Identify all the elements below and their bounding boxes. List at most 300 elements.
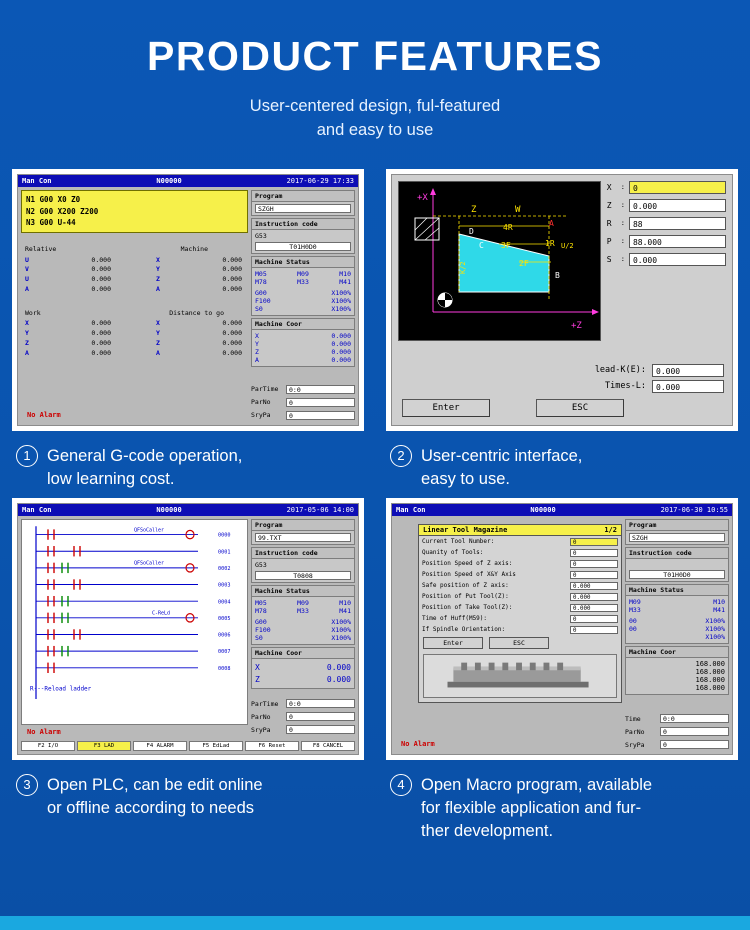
feature-number-3: 3 bbox=[16, 774, 38, 796]
row-label: Quanity of Tools: bbox=[422, 549, 484, 557]
cnc1-srypa-label: SryPa bbox=[251, 411, 271, 420]
list-item[interactable] bbox=[419, 536, 621, 547]
cnc2-lead-input[interactable]: 0.000 bbox=[652, 364, 724, 377]
m-code: M78 bbox=[255, 607, 267, 616]
axis-value: 0.000 bbox=[222, 265, 242, 274]
cnc1-instruction-code: G53 bbox=[255, 231, 267, 240]
mode-pct: X100% bbox=[331, 618, 351, 627]
row-label: Safe position of Z axis: bbox=[422, 582, 509, 590]
cnc4-coord-panel bbox=[625, 646, 729, 695]
feature-text-1-line2: low learning cost. bbox=[47, 469, 175, 488]
axis-value: 0.000 bbox=[222, 338, 242, 347]
cnc1-program-value: SZGH bbox=[255, 204, 351, 213]
svg-text:0000: 0000 bbox=[218, 533, 231, 540]
table-row bbox=[255, 618, 351, 626]
cnc4-program-number: N00000 bbox=[530, 506, 556, 515]
fn-key-f5[interactable]: F5 EdLad bbox=[189, 741, 243, 751]
cnc1-distance-label: Distance to go bbox=[169, 308, 224, 317]
feature-text-4-line2: for flexible application and fur- bbox=[421, 799, 642, 818]
axis-value: 0.000 bbox=[91, 329, 111, 338]
axis-value: 0.000 bbox=[91, 319, 111, 328]
tool-magazine-esc-button[interactable]: ESC bbox=[489, 637, 549, 649]
cnc1-work-distance-block bbox=[21, 309, 248, 359]
cnc1-alarm-status: No Alarm bbox=[27, 410, 61, 419]
cnc1-relative-label: Relative bbox=[25, 244, 57, 253]
row-input[interactable]: 0 bbox=[570, 549, 618, 557]
axis-value: 0.000 bbox=[91, 255, 111, 264]
cnc2-input-p[interactable]: 88.000 bbox=[629, 235, 726, 248]
feature-cell-3 bbox=[12, 498, 364, 842]
axis-value: 0.000 bbox=[326, 675, 351, 685]
row-label: If Spindle Orientation: bbox=[422, 626, 506, 634]
svg-text:0006: 0006 bbox=[218, 632, 231, 640]
fn-key-f6[interactable]: F6 Reset bbox=[245, 741, 299, 751]
axis-label: Z bbox=[255, 347, 259, 356]
axis-label: V bbox=[25, 265, 29, 274]
table-row: 168.000 bbox=[695, 668, 725, 677]
mode-code: S0 bbox=[255, 634, 263, 643]
mode-code: S0 bbox=[255, 304, 263, 313]
svg-text:+Z: +Z bbox=[571, 320, 582, 331]
list-item[interactable] bbox=[419, 569, 621, 580]
table-row bbox=[255, 340, 351, 348]
cnc2-lead-row[interactable] bbox=[400, 364, 724, 377]
svg-text:4R: 4R bbox=[503, 222, 513, 232]
table-row bbox=[629, 617, 725, 625]
cnc1-status-label: Machine Status bbox=[252, 257, 354, 268]
cnc4-titlebar bbox=[392, 504, 732, 516]
screenshot-3 bbox=[12, 498, 364, 760]
cnc3-coord-panel bbox=[251, 647, 355, 689]
table-row bbox=[156, 265, 242, 275]
cnc1-coord-label: Machine Coor bbox=[252, 319, 354, 330]
table-row bbox=[156, 319, 242, 329]
axis-label: A bbox=[25, 284, 29, 293]
list-item[interactable] bbox=[419, 558, 621, 569]
list-item[interactable] bbox=[419, 624, 621, 635]
row-input[interactable]: 0 bbox=[570, 615, 618, 623]
tool-magazine-enter-button[interactable]: Enter bbox=[423, 637, 483, 649]
mode-pct: X100% bbox=[331, 304, 351, 313]
table-row: 168.000 bbox=[695, 660, 725, 669]
fn-key-f8[interactable]: F8 CANCEL bbox=[301, 741, 355, 751]
tool-magazine-photo-svg bbox=[424, 655, 616, 697]
fn-key-f3[interactable]: F3 LAD bbox=[77, 741, 131, 751]
cnc4-srypa-value: 0 bbox=[660, 740, 729, 749]
svg-text:B: B bbox=[555, 270, 560, 280]
feature-text-1-line1: General G-code operation, bbox=[47, 446, 243, 465]
feature-text-2-line2: easy to use. bbox=[421, 469, 510, 488]
table-row bbox=[156, 349, 242, 359]
tool-magazine-page: 1/2 bbox=[604, 526, 617, 535]
cnc2-parameter-fields bbox=[607, 181, 726, 271]
cnc3-alarm-status: No Alarm bbox=[27, 728, 61, 737]
m-code: M10 bbox=[339, 269, 351, 278]
svg-text:0003: 0003 bbox=[218, 583, 231, 590]
cnc3-ladder-diagram[interactable] bbox=[21, 519, 248, 725]
row-input[interactable]: 0 bbox=[570, 626, 618, 634]
table-row bbox=[25, 275, 111, 285]
cnc2-label-r: R bbox=[606, 218, 612, 228]
cnc1-parttime-value: 0:0 bbox=[286, 385, 355, 394]
cnc2-times-label: Times-L: bbox=[605, 381, 646, 392]
row-input[interactable]: 0 bbox=[570, 538, 618, 546]
list-item[interactable] bbox=[419, 591, 621, 602]
svg-text:3F: 3F bbox=[501, 240, 511, 250]
cnc2-field-z[interactable]: Z : 0.000 bbox=[607, 199, 726, 212]
cnc2-input-r[interactable]: 88 bbox=[629, 217, 726, 230]
cnc3-datetime: 2017-05-06 14:00 bbox=[286, 506, 354, 515]
feature-number-2: 2 bbox=[390, 445, 412, 467]
cnc1-machine-label: Machine bbox=[180, 244, 208, 253]
mode-code: 00 bbox=[629, 625, 637, 634]
svg-text:C: C bbox=[479, 240, 484, 250]
cnc1-instruction-panel bbox=[251, 218, 355, 254]
mode-code: 00 bbox=[629, 617, 637, 626]
table-row bbox=[255, 663, 351, 672]
table-row bbox=[25, 256, 111, 266]
axis-value: 0.000 bbox=[91, 348, 111, 357]
cnc1-parttime-row bbox=[251, 385, 355, 394]
feature-text-4-line1: Open Macro program, available bbox=[421, 776, 653, 795]
page-subtitle-line1: User-centered design, ful-featured bbox=[249, 97, 501, 116]
feature-number-1: 1 bbox=[16, 445, 38, 467]
cnc1-coord-panel bbox=[251, 318, 355, 367]
fn-key-f2[interactable]: F2 I/O bbox=[21, 741, 75, 751]
screenshot-1 bbox=[12, 169, 364, 431]
table-row bbox=[25, 319, 111, 329]
axis-label: Y bbox=[156, 265, 160, 274]
m-code: M05 bbox=[255, 269, 267, 278]
list-item[interactable] bbox=[419, 580, 621, 591]
cnc4-side-panel bbox=[625, 519, 729, 751]
feature-caption-3 bbox=[12, 760, 364, 820]
table-row bbox=[25, 329, 111, 339]
cnc3-srypa-label: SryPa bbox=[251, 725, 271, 734]
cnc4-program-panel bbox=[625, 519, 729, 545]
table-row bbox=[255, 675, 351, 684]
cnc3-function-key-bar bbox=[18, 739, 358, 754]
cnc4-mode-label: Man Con bbox=[396, 506, 426, 515]
table-row bbox=[25, 265, 111, 275]
screenshot-2 bbox=[386, 169, 738, 431]
mode-pct: X100% bbox=[705, 633, 725, 642]
feature-text-3-line1: Open PLC, can be edit online bbox=[47, 776, 263, 795]
cnc4-partno-value: 0 bbox=[660, 727, 729, 736]
svg-text:0007: 0007 bbox=[218, 649, 231, 656]
feature-cell-4 bbox=[386, 498, 738, 842]
cnc4-program-label: Program bbox=[626, 520, 728, 531]
row-label: Time of Huff(M59): bbox=[422, 615, 488, 623]
cnc1-program-label: Program bbox=[252, 191, 354, 202]
cnc2-input-x[interactable]: 0 bbox=[629, 181, 726, 194]
cnc2-label-x: X bbox=[606, 182, 612, 192]
cnc3-program-number: N00000 bbox=[156, 506, 182, 515]
table-row bbox=[156, 339, 242, 349]
tool-magazine-titlebar bbox=[419, 525, 621, 536]
svg-text:QFSoCaller: QFSoCaller bbox=[134, 527, 165, 534]
cnc-screen-3 bbox=[17, 503, 359, 755]
ladder-svg bbox=[22, 520, 247, 724]
cnc2-input-z[interactable]: 0.000 bbox=[629, 199, 726, 212]
cnc2-input-s[interactable]: 0.000 bbox=[629, 253, 726, 266]
feature-caption-2 bbox=[386, 431, 738, 491]
table-row bbox=[25, 285, 111, 295]
m-code: M05 bbox=[255, 599, 267, 608]
feature-text-3-line2: or offline according to needs bbox=[47, 799, 254, 818]
svg-text:0002: 0002 bbox=[218, 566, 231, 573]
feature-text-2-line1: User-centric interface, bbox=[421, 446, 583, 465]
page-subtitle-line2: and easy to use bbox=[316, 121, 434, 140]
feature-cell-2 bbox=[386, 169, 738, 491]
svg-text:0005: 0005 bbox=[218, 616, 231, 623]
table-row: 168.000 bbox=[695, 676, 725, 685]
cnc4-srypa-label: SryPa bbox=[625, 740, 645, 749]
cnc3-parttime-row bbox=[251, 699, 355, 708]
m-code: M33 bbox=[297, 607, 309, 616]
row-label: Position of Take Tool(Z): bbox=[422, 604, 513, 612]
svg-text:K/2: K/2 bbox=[459, 261, 467, 274]
cnc1-partno-value: 0 bbox=[286, 398, 355, 407]
table-row bbox=[255, 607, 351, 615]
cnc-screen-2 bbox=[391, 174, 733, 426]
cnc3-instruction-panel bbox=[251, 547, 355, 583]
axis-label: X bbox=[255, 663, 260, 673]
m-code: M78 bbox=[255, 277, 267, 286]
cnc1-work-label: Work bbox=[25, 308, 41, 317]
row-input[interactable]: 0.000 bbox=[570, 593, 618, 601]
m-code: M09 bbox=[297, 269, 309, 278]
row-input[interactable]: 0 bbox=[570, 560, 618, 568]
axis-value: 0.000 bbox=[222, 284, 242, 293]
cnc3-parttime-label: ParTime bbox=[251, 699, 279, 708]
axis-label: X bbox=[156, 255, 160, 264]
row-label: Position of Put Tool(Z): bbox=[422, 593, 509, 601]
cnc2-enter-button[interactable]: Enter bbox=[402, 399, 490, 417]
cnc1-program-number: N00000 bbox=[156, 176, 182, 185]
screenshot-4 bbox=[386, 498, 738, 760]
axis-label: Z bbox=[25, 338, 29, 347]
tool-magazine-photo bbox=[423, 654, 617, 698]
table-row bbox=[255, 599, 351, 607]
cnc1-titlebar bbox=[18, 175, 358, 187]
cnc1-srypa-value: 0 bbox=[286, 411, 355, 420]
cnc3-tool-code: T0808 bbox=[255, 571, 351, 580]
cnc3-status-label: Machine Status bbox=[252, 586, 354, 597]
axis-value: 0.000 bbox=[222, 255, 242, 264]
axis-value: 0.000 bbox=[222, 348, 242, 357]
cnc2-label-s: S bbox=[606, 254, 612, 264]
thread-diagram-svg bbox=[399, 182, 601, 341]
axis-value: 0.000 bbox=[331, 355, 351, 364]
feature-caption-1 bbox=[12, 431, 364, 491]
svg-text:D: D bbox=[469, 226, 474, 236]
cnc1-gcode-block[interactable] bbox=[21, 190, 248, 233]
table-row: 168.000 bbox=[695, 684, 725, 693]
axis-label: X bbox=[156, 319, 160, 328]
cnc2-esc-button[interactable]: ESC bbox=[536, 399, 624, 417]
svg-text:U/2: U/2 bbox=[561, 241, 574, 250]
row-input[interactable]: 0.000 bbox=[570, 582, 618, 590]
table-row bbox=[156, 329, 242, 339]
axis-label: A bbox=[255, 355, 259, 364]
axis-value: 0.000 bbox=[331, 347, 351, 356]
cnc4-instruction-code bbox=[629, 561, 725, 568]
m-code: M10 bbox=[713, 598, 725, 607]
cnc3-side-panel bbox=[251, 519, 355, 736]
axis-label: X bbox=[255, 331, 259, 340]
cnc3-srypa-value: 0 bbox=[286, 725, 355, 734]
mode-pct: X100% bbox=[331, 296, 351, 305]
feature-number-4: 4 bbox=[390, 774, 412, 796]
cnc2-field-x[interactable]: X : 0 bbox=[607, 181, 726, 194]
row-label: Position Speed of Z axis: bbox=[422, 560, 513, 568]
feature-text-4-line3: ther development. bbox=[421, 822, 554, 840]
cnc4-srypa-row bbox=[625, 740, 729, 749]
axis-value: 0.000 bbox=[222, 275, 242, 284]
cnc4-parttime-row bbox=[625, 714, 729, 723]
feature-cell-1 bbox=[12, 169, 364, 491]
table-row bbox=[255, 348, 351, 356]
axis-label: A bbox=[25, 348, 29, 357]
cnc4-parttime-value: 0:0 bbox=[660, 714, 729, 723]
axis-label: Z bbox=[156, 338, 160, 347]
cnc1-side-panel bbox=[251, 190, 355, 422]
cnc-screen-4 bbox=[391, 503, 733, 755]
list-item[interactable] bbox=[419, 613, 621, 624]
svg-text:C-ReLd: C-ReLd bbox=[152, 611, 171, 618]
axis-value: 0.000 bbox=[222, 329, 242, 338]
fn-key-f4[interactable]: F4 ALARM bbox=[133, 741, 187, 751]
cnc2-label-z: Z bbox=[606, 200, 612, 210]
row-input[interactable]: 0 bbox=[570, 571, 618, 579]
mode-code: F100 bbox=[255, 296, 271, 305]
cnc3-partno-value: 0 bbox=[286, 712, 355, 721]
cnc4-instruction-panel bbox=[625, 547, 729, 582]
cnc3-mode-label: Man Con bbox=[22, 506, 52, 515]
cnc4-partno-label: ParNo bbox=[625, 727, 645, 736]
cnc4-datetime: 2017-06-30 10:55 bbox=[660, 506, 728, 515]
table-row bbox=[25, 349, 111, 359]
svg-text:W: W bbox=[515, 204, 521, 215]
cnc2-times-input[interactable]: 0.000 bbox=[652, 380, 724, 393]
svg-text:0001: 0001 bbox=[218, 549, 231, 556]
cnc1-datetime: 2017-06-29 17:33 bbox=[286, 176, 354, 185]
svg-text:R---Reload ladder: R---Reload ladder bbox=[30, 686, 92, 694]
svg-text:0004: 0004 bbox=[218, 599, 231, 606]
cnc3-program-label: Program bbox=[252, 520, 354, 531]
table-row bbox=[156, 275, 242, 285]
cnc1-gcode-line-1: N1 G00 X0 Z0 bbox=[26, 194, 81, 204]
page-header bbox=[0, 0, 750, 143]
table-row bbox=[255, 289, 351, 297]
axis-value: 0.000 bbox=[91, 338, 111, 347]
axis-value: 0.000 bbox=[91, 275, 111, 284]
table-row bbox=[255, 278, 351, 286]
cnc4-instruction-label: Instruction code bbox=[626, 548, 728, 559]
axis-value: 0.000 bbox=[326, 663, 351, 673]
page-subtitle bbox=[0, 95, 750, 143]
axis-label: Y bbox=[255, 339, 259, 348]
axis-value: 0.000 bbox=[91, 284, 111, 293]
cnc4-tool-code: T01H0D0 bbox=[629, 570, 725, 579]
cnc2-field-r[interactable]: R : 88 bbox=[607, 217, 726, 230]
cnc3-titlebar bbox=[18, 504, 358, 516]
table-row bbox=[255, 270, 351, 278]
mode-pct: X100% bbox=[331, 634, 351, 643]
cnc1-relative-machine-block bbox=[21, 245, 248, 295]
axis-value: 0.000 bbox=[331, 331, 351, 340]
cnc4-partno-row bbox=[625, 727, 729, 736]
cnc1-partno-row bbox=[251, 398, 355, 407]
cnc3-instruction-label: Instruction code bbox=[252, 548, 354, 559]
cnc3-srypa-row bbox=[251, 725, 355, 734]
m-code: M41 bbox=[339, 277, 351, 286]
cnc2-times-row[interactable] bbox=[400, 380, 724, 393]
mode-pct: X100% bbox=[331, 626, 351, 635]
table-row bbox=[629, 625, 725, 633]
cnc4-program-value: SZGH bbox=[629, 533, 725, 542]
m-code: M41 bbox=[713, 606, 725, 615]
svg-text:Z: Z bbox=[471, 204, 477, 215]
cnc1-parttime-label: ParTime bbox=[251, 385, 279, 394]
cnc1-srypa-row bbox=[251, 411, 355, 420]
cnc2-label-p: P bbox=[606, 236, 612, 246]
table-row bbox=[629, 606, 725, 614]
axis-label: Z bbox=[156, 275, 160, 284]
mode-pct: X100% bbox=[705, 617, 725, 626]
list-item[interactable] bbox=[419, 547, 621, 558]
table-row bbox=[629, 598, 725, 606]
svg-text:+X: +X bbox=[417, 192, 428, 203]
tool-magazine-title: Linear Tool Magazine bbox=[423, 526, 508, 535]
row-label: Current Tool Number: bbox=[422, 538, 495, 546]
row-label: Position Speed of X&Y Axis bbox=[422, 571, 516, 579]
page-title: PRODUCT FEATURES bbox=[146, 33, 604, 79]
table-row bbox=[25, 339, 111, 349]
axis-label: Y bbox=[25, 329, 29, 338]
axis-label: Y bbox=[156, 329, 160, 338]
axis-label: U bbox=[25, 255, 29, 264]
row-input[interactable]: 0.000 bbox=[570, 604, 618, 612]
table-row bbox=[156, 285, 242, 295]
cnc3-status-panel bbox=[251, 585, 355, 645]
cnc2-field-s[interactable]: S : 0.000 bbox=[607, 253, 726, 266]
table-row bbox=[255, 356, 351, 364]
m-code: M09 bbox=[629, 598, 641, 607]
cnc-screen-1 bbox=[17, 174, 359, 426]
cnc2-field-p[interactable]: P : 88.000 bbox=[607, 235, 726, 248]
m-code: M41 bbox=[339, 607, 351, 616]
table-row bbox=[255, 297, 351, 305]
m-code: M10 bbox=[339, 599, 351, 608]
feature-caption-4 bbox=[386, 760, 738, 842]
mode-pct: X100% bbox=[705, 625, 725, 634]
axis-label: Z bbox=[255, 675, 260, 685]
bottom-accent-strip bbox=[0, 916, 750, 930]
list-item[interactable] bbox=[419, 602, 621, 613]
cnc4-alarm-status: No Alarm bbox=[401, 740, 435, 749]
table-row bbox=[255, 626, 351, 634]
table-row bbox=[255, 634, 351, 642]
tool-magazine-dialog[interactable] bbox=[418, 524, 622, 703]
m-code: M33 bbox=[297, 277, 309, 286]
cnc3-instruction-code: G53 bbox=[255, 561, 267, 570]
m-code: M09 bbox=[297, 599, 309, 608]
table-row bbox=[629, 633, 725, 641]
cnc1-tool-code: T01H0D0 bbox=[255, 242, 351, 251]
cnc2-lead-label: lead-K(E): bbox=[594, 365, 646, 376]
